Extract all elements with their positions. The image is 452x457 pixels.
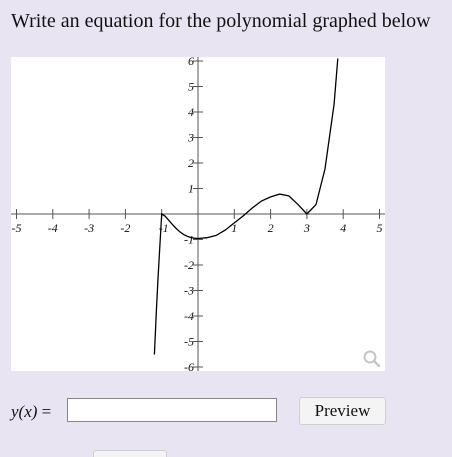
question-text: Write an equation for the polynomial graphed below (11, 10, 431, 32)
y-tick-label: 3 (188, 130, 194, 145)
x-tick-label: -5 (11, 221, 22, 235)
x-tick-label: -1 (158, 221, 169, 235)
x-tick-label: 3 (303, 221, 310, 235)
magnifier-icon[interactable] (362, 349, 382, 369)
x-tick-label: 1 (231, 221, 238, 235)
answer-row (11, 397, 441, 427)
submit-button[interactable] (93, 450, 167, 457)
y-tick-label: -4 (184, 309, 194, 323)
y-tick-label: 6 (188, 57, 194, 68)
answer-input[interactable] (67, 398, 277, 422)
answer-equals: = (41, 402, 52, 421)
x-tick-label: 2 (267, 221, 274, 235)
graph-svg (11, 57, 385, 371)
y-tick-label: -6 (184, 360, 194, 371)
x-tick-label: -3 (84, 221, 95, 235)
y-tick-label: -3 (184, 283, 194, 298)
answer-label (11, 402, 51, 422)
y-tick-label: 4 (188, 105, 194, 119)
answer-variable: y(x) (11, 402, 38, 421)
y-tick-label: 5 (188, 79, 194, 94)
y-tick-label: 2 (188, 156, 194, 170)
y-tick-label: -5 (184, 334, 194, 349)
x-tick-label: 4 (340, 221, 347, 235)
x-tick-label: -2 (120, 221, 131, 235)
x-tick-label: 5 (376, 221, 383, 235)
x-tick-label: -4 (47, 221, 58, 235)
y-tick-label: -2 (184, 258, 194, 272)
y-tick-label: 1 (188, 181, 194, 196)
polynomial-curve (154, 59, 337, 355)
preview-button[interactable]: Preview (299, 397, 386, 425)
polynomial-graph (11, 57, 385, 371)
y-tick-label: -1 (184, 232, 194, 247)
